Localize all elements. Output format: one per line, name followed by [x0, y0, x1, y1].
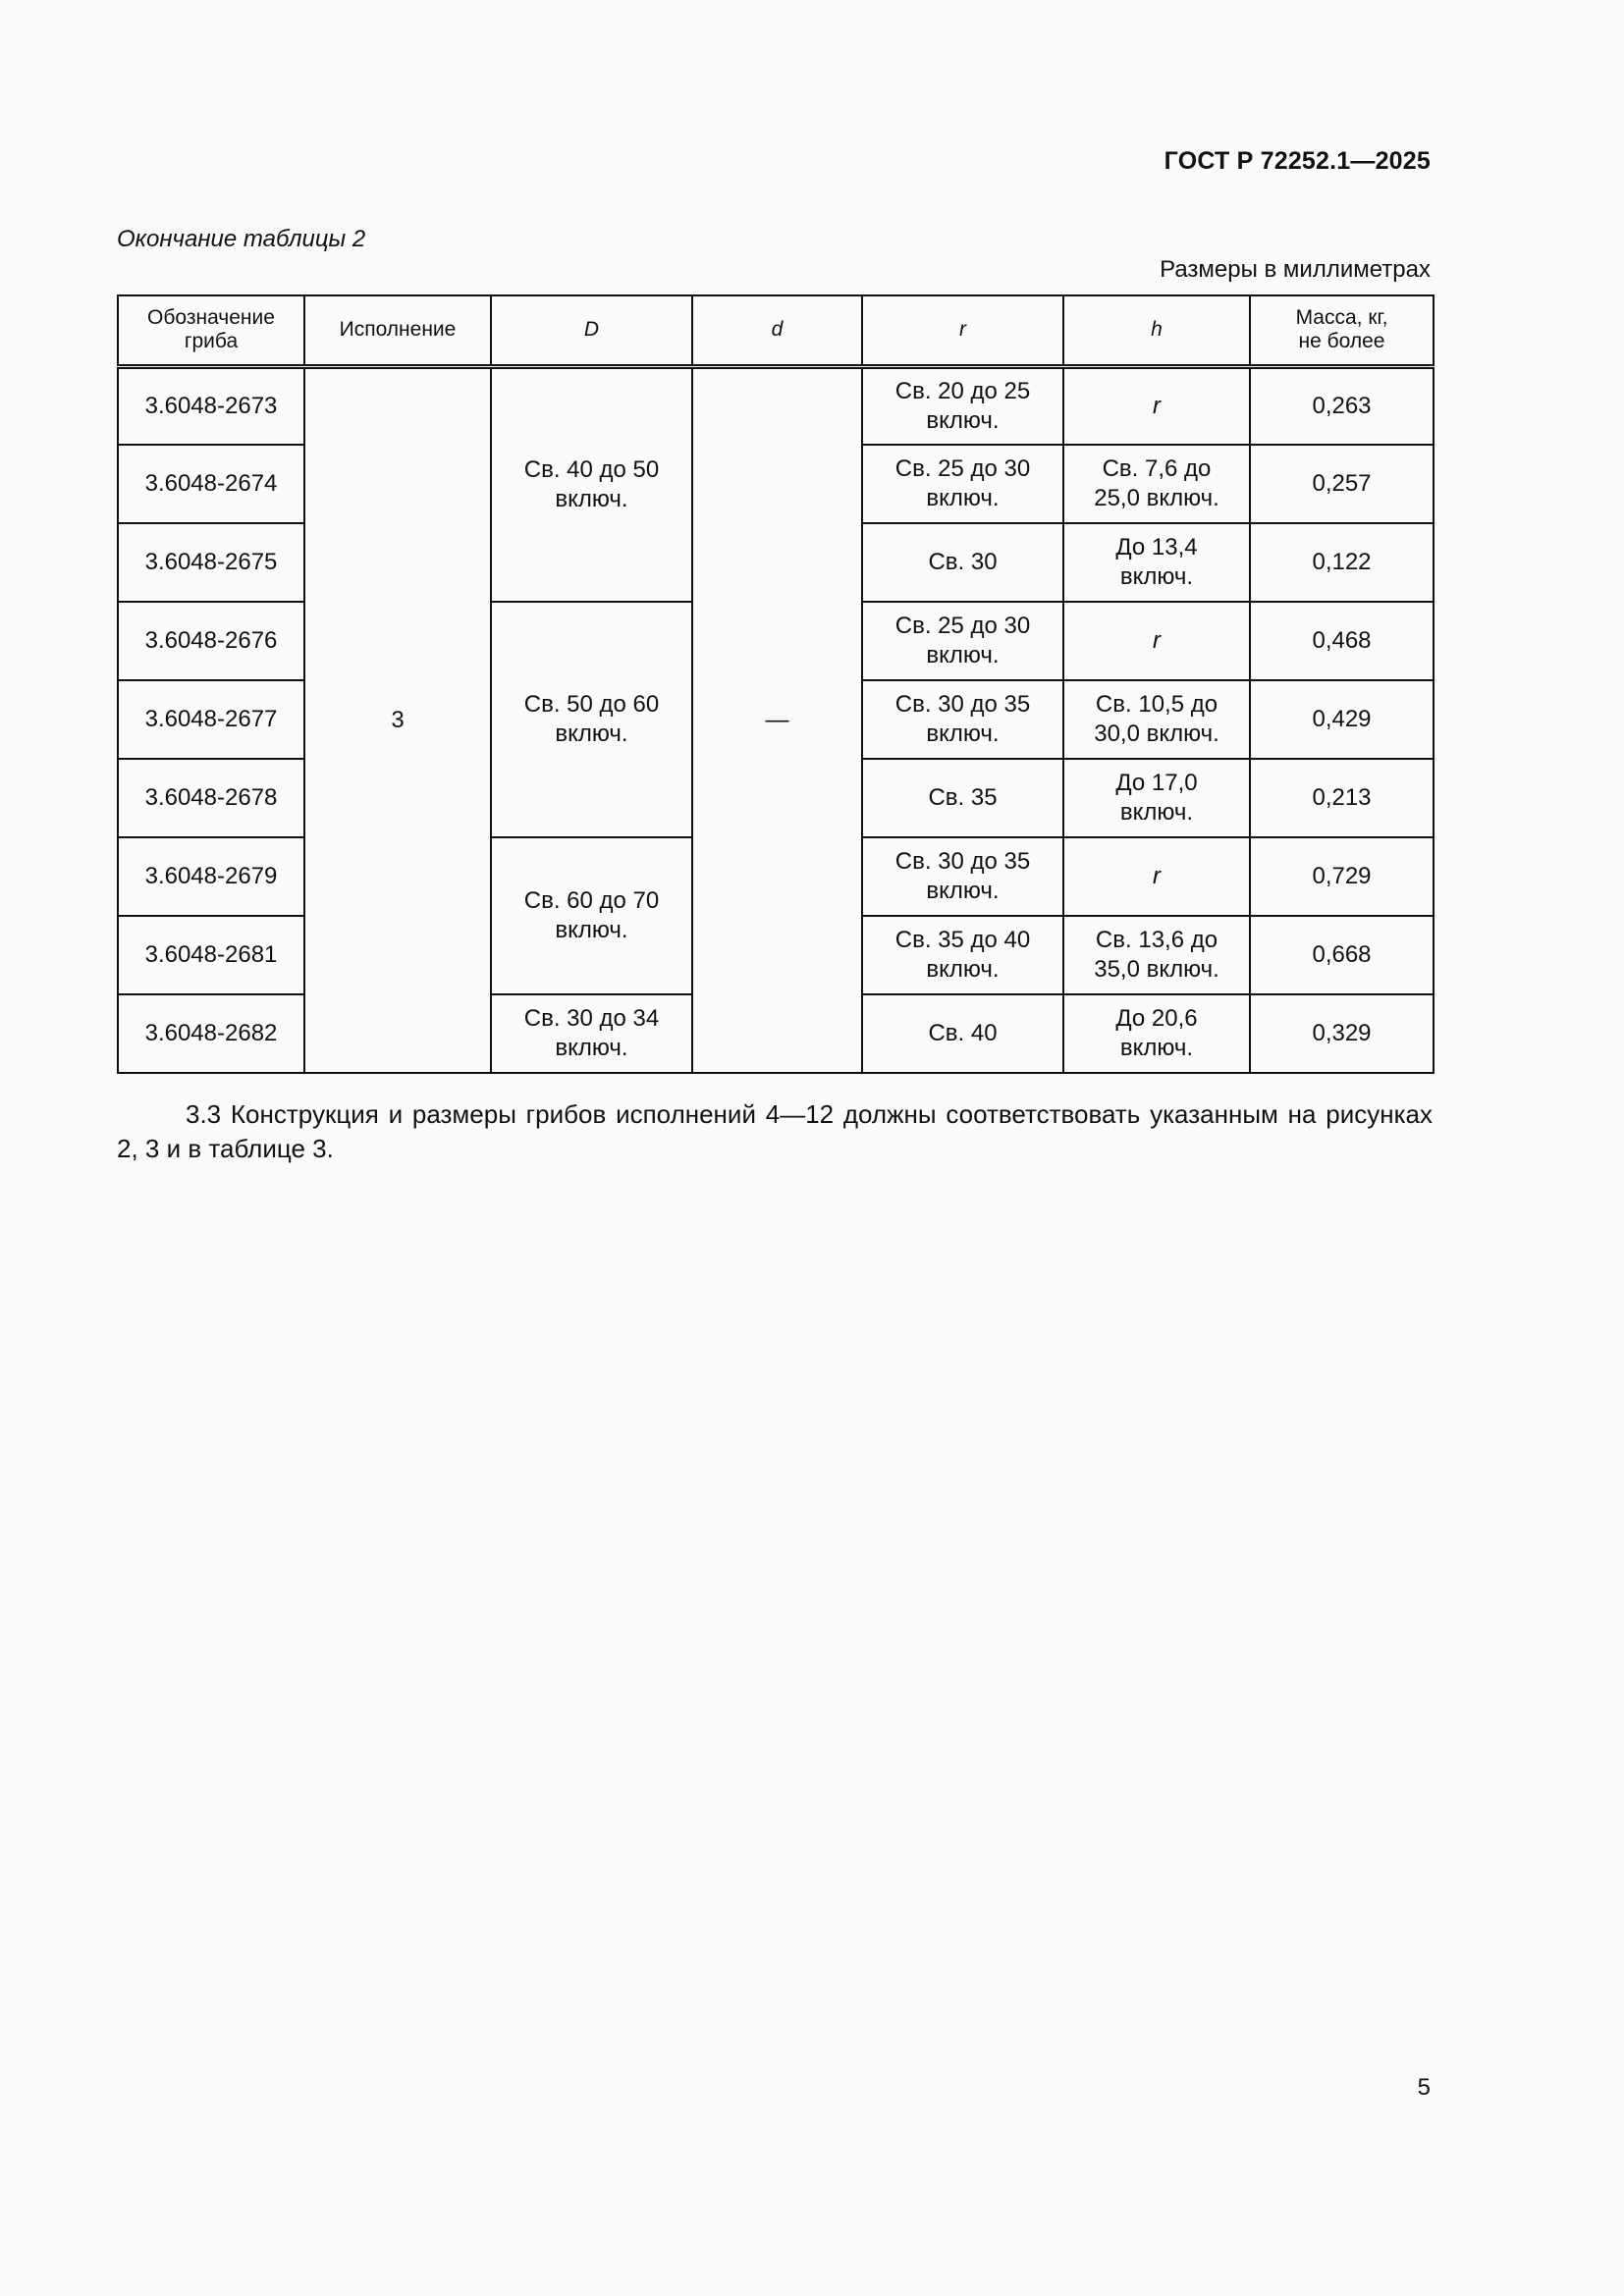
header-mass: Масса, кг, не более — [1250, 295, 1434, 366]
cell-r: Св. 40 — [862, 994, 1063, 1073]
cell-r: Св. 25 до 30 включ. — [862, 602, 1063, 680]
cell-mass: 0,329 — [1250, 994, 1434, 1073]
cell-mass: 0,429 — [1250, 680, 1434, 759]
dimensions-table — [117, 294, 1435, 1074]
cell-version: 3 — [304, 366, 491, 1073]
cell-D-group: Св. 50 до 60 включ. — [491, 602, 692, 837]
cell-designation: 3.6048-2674 — [118, 445, 304, 523]
cell-mass: 0,668 — [1250, 916, 1434, 994]
cell-mass: 0,468 — [1250, 602, 1434, 680]
cell-r: Св. 25 до 30 включ. — [862, 445, 1063, 523]
header-D: D — [491, 295, 692, 366]
cell-D-group: Св. 40 до 50 включ. — [491, 366, 692, 602]
cell-h: r — [1063, 602, 1250, 680]
cell-h: Св. 7,6 до 25,0 включ. — [1063, 445, 1250, 523]
cell-h: До 20,6 включ. — [1063, 994, 1250, 1073]
document-code: ГОСТ Р 72252.1—2025 — [1164, 147, 1431, 175]
cell-h: Св. 10,5 до 30,0 включ. — [1063, 680, 1250, 759]
cell-h: Св. 13,6 до 35,0 включ. — [1063, 916, 1250, 994]
cell-mass: 0,263 — [1250, 366, 1434, 445]
cell-designation: 3.6048-2675 — [118, 523, 304, 602]
page-number: 5 — [1417, 2074, 1431, 2101]
header-designation: Обозначение гриба — [118, 295, 304, 366]
cell-r: Св. 30 до 35 включ. — [862, 680, 1063, 759]
cell-mass: 0,213 — [1250, 759, 1434, 837]
cell-r: Св. 30 до 35 включ. — [862, 837, 1063, 916]
cell-designation: 3.6048-2679 — [118, 837, 304, 916]
cell-mass: 0,257 — [1250, 445, 1434, 523]
cell-designation: 3.6048-2676 — [118, 602, 304, 680]
cell-h: До 17,0 включ. — [1063, 759, 1250, 837]
cell-D-group: Св. 60 до 70 включ. — [491, 837, 692, 994]
cell-D-group: Св. 30 до 34 включ. — [491, 994, 692, 1073]
body-paragraph: 3.3 Конструкция и размеры грибов исполнений 4—12 должны соответствовать указанным на рисунках 2, 3 и в таблице 3. — [117, 1099, 1433, 1163]
cell-designation: 3.6048-2673 — [118, 366, 304, 445]
cell-mass: 0,122 — [1250, 523, 1434, 602]
header-h: h — [1063, 295, 1250, 366]
cell-r: Св. 30 — [862, 523, 1063, 602]
cell-r: Св. 35 до 40 включ. — [862, 916, 1063, 994]
table-caption: Окончание таблицы 2 — [117, 226, 366, 252]
header-version: Исполнение — [304, 295, 491, 366]
cell-designation: 3.6048-2682 — [118, 994, 304, 1073]
cell-h: До 13,4 включ. — [1063, 523, 1250, 602]
cell-designation: 3.6048-2677 — [118, 680, 304, 759]
cell-mass: 0,729 — [1250, 837, 1434, 916]
cell-d: — — [692, 366, 862, 1073]
units-note: Размеры в миллиметрах — [1160, 256, 1431, 283]
cell-designation: 3.6048-2681 — [118, 916, 304, 994]
header-r: r — [862, 295, 1063, 366]
header-d: d — [692, 295, 862, 366]
table-row — [118, 366, 1434, 445]
cell-r: Св. 35 — [862, 759, 1063, 837]
cell-designation: 3.6048-2678 — [118, 759, 304, 837]
cell-h: r — [1063, 366, 1250, 445]
cell-r: Св. 20 до 25 включ. — [862, 366, 1063, 445]
cell-h: r — [1063, 837, 1250, 916]
table-header-row — [118, 295, 1434, 366]
